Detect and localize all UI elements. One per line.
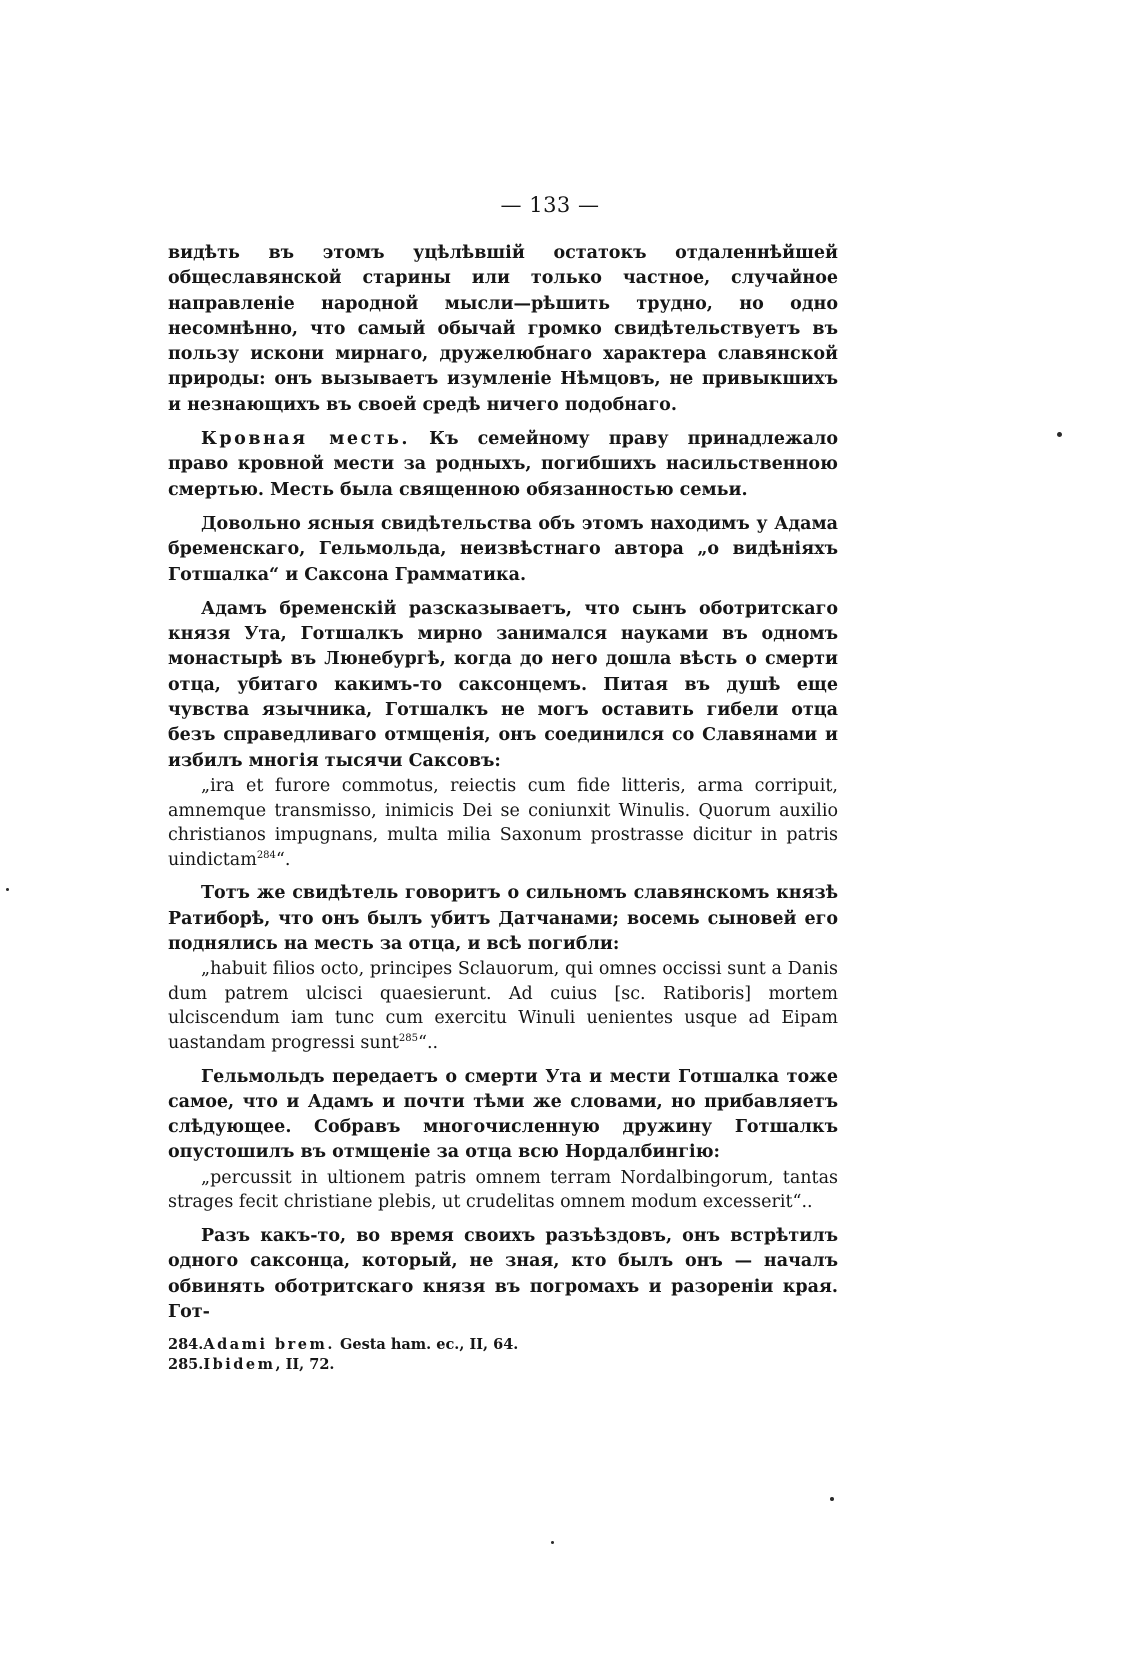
paragraph-saxon-encounter: Разъ какъ-то, во время своихъ разъѣздовъ, онъ встрѣтилъ одного саксонца, который, не зная, кто былъ онъ — началъ обвинять оботритскаго князя въ погромахъ и разореніи края. Гот-: [168, 1225, 838, 1322]
latin-quote-ratibor: [168, 957, 838, 1055]
page-number: — 133 —: [500, 193, 600, 217]
footnote-source: , II, 72.: [275, 1356, 335, 1374]
quote-close: “..: [418, 1032, 439, 1053]
section-heading-blood-feud: Кровная месть.: [201, 429, 411, 450]
footnote-ref-284: 284: [256, 849, 276, 861]
paragraph-helmold: Гельмольдъ передаетъ о смерти Ута и мести Готшалка тоже самое, что и Адамъ и почти тѣми же словами, но прибавляетъ слѣдующее. Собравъ многочисленную дружину Готшалкъ опустошилъ въ отмщеніе за отца всю Нордалбингію:: [168, 1066, 838, 1163]
paragraph-blood-feud: [168, 427, 838, 503]
quote-close: “.: [275, 849, 291, 870]
page-body: [168, 241, 838, 1375]
footnotes: [168, 1335, 838, 1375]
quote-text: „ira et furore commotus, reiectis cum fide litteris, arma corripuit, amnemque transmisso, inimicis Dei se coniunxit Winulis. Quorum auxilio christianos impugnans, multa milia Saxonum prostrasse dicitur in patris uindictam: [168, 775, 838, 870]
paragraph-ratibor: Тотъ же свидѣтель говоритъ о сильномъ славянскомъ князѣ Ратиборѣ, что онъ былъ убитъ Датчанами; восемь сыновей его поднялись на месть за отца, и всѣ погибли:: [168, 883, 838, 954]
footnote-author: Adami brem.: [203, 1336, 335, 1354]
paragraph-opening-continuation: видѣть въ этомъ уцѣлѣвшій остатокъ отдаленнѣйшей общеславянской старины или только частное, случайное направленіе народной мысли—рѣшить трудно, но одно несомнѣнно, что самый обычай громко свидѣтельствуетъ въ пользу искони мирнаго, дружелюбнаго характера славянской природы: онъ вызываетъ изумленіе Нѣмцовъ, не привыкшихъ и незнающихъ въ своей средѣ ничего подобнаго.: [168, 243, 838, 415]
scan-speck: [551, 1541, 554, 1544]
footnote-285: 285.Ibidem, II, 72.: [168, 1356, 335, 1374]
scan-speck: [1057, 432, 1062, 437]
latin-quote-helmold: „percussit in ultionem patris omnem terram Nordalbingorum, tantas strages fecit christiane plebis, ut crudelitas omnem modum excesserit“..: [168, 1167, 838, 1213]
paragraph-sources: Довольно ясныя свидѣтельства объ этомъ находимъ у Адама бременскаго, Гельмольда, неизвѣстнаго автора „о видѣніяхъ Готшалка“ и Саксона Грамматика.: [168, 513, 838, 585]
scan-speck: [830, 1497, 834, 1501]
paragraph-adam-account: Адамъ бременскій разсказываетъ, что сынъ оботритскаго князя Ута, Готшалкъ мирно занимался науками въ одномъ монастырѣ въ Люнебургѣ, когда до него дошла вѣсть о смерти отца, убитаго какимъ-то саксонцемъ. Питая въ душѣ еще чувства язычника, Готшалкъ не могъ оставить гибели отца безъ справедливаго отмщенія, онъ соединился со Славянами и избилъ многія тысячи Саксовъ:: [168, 598, 838, 771]
latin-quote-adam: [168, 774, 838, 872]
footnote-author: Ibidem: [203, 1356, 276, 1374]
footnote-source: Gesta ham. ec., II, 64.: [334, 1336, 519, 1354]
footnote-ref-285: 285: [398, 1033, 419, 1045]
scan-speck: [6, 888, 9, 891]
quote-text: „habuit filios octo, principes Sclauorum, qui omnes occissi sunt a Danis dum patrem ulcisci quaesierunt. Ad cuius [sc. Ratiboris] mortem ulciscendum iam tunc cum exercitu Winuli uenientes usque ad Eipam uastandam progressi sunt: [168, 959, 838, 1053]
paragraph-text: Къ семейному праву принадлежало право кровной мести за родныхъ, погибшихъ насильственною смертью. Месть была священною обязанностью семьи.: [168, 429, 838, 500]
footnote-284: 284.Adami brem. Gesta ham. ec., II, 64.: [168, 1336, 519, 1354]
